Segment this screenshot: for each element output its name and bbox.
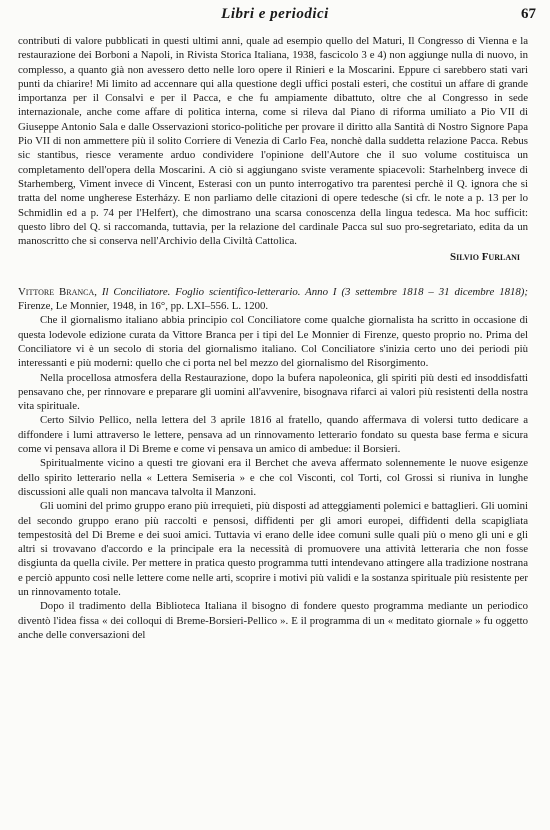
review2-paragraph-3: Certo Silvio Pellico, nella lettera del 3 aprile 1816 al fratello, quando affermava di volersi tutto dedicare a diffondere i lumi attraverso le lettere, pensava ad un rinnovamento letterario fondato su questa base ferma e sicura come vi pensava allora il Di Breme e come vi pensava un amico di ambedue: il Borsieri.: [18, 414, 528, 456]
review2-paragraph-1: Che il giornalismo italiano abbia principio col Conciliatore come qualche giornalista ha scritto in occasione di questa lodevole edizione curata da Vittore Branca per i tipi del Le Monnier di Firenze, questo proprio no. Prima del Conciliatore vi è un secolo di storia del giornalismo italiano. Col Conciliatore s'inizia certo uno dei periodi più interessanti e più moderni: quello che ci porta nel bel mezzo del giornalismo del Risorgimento.: [18, 314, 528, 370]
review1-signature: Silvio Furlani: [450, 251, 520, 264]
review2-paragraph-2: Nella procellosa atmosfera della Restaurazione, dopo la bufera napoleonica, gli spiriti più desti ed insoddisfatti pensavano che, per rinnovare e preparare gli uomini all'avvenire, bisognava rifarci ai valori più resistenti della nostra vita spirituale.: [18, 371, 528, 413]
review2-reference: [18, 285, 528, 314]
ref-author: Vittore Branca,: [18, 285, 97, 298]
review2-paragraph-5: Gli uomini del primo gruppo erano più irrequieti, più disposti ad atteggiamenti polemici e battaglieri. Gli uomini del secondo gruppo erano più raccolti e pensosi, diffidenti per gli amori europei, diffidenti della scapigliata tempestosità del Di Breme e dei suoi amici. Tuttavia vi erano delle idee comuni sulle quali più o meno gli uni e gli altri si trovavano d'accordo e la principale era la necessità di promuovere una attività letteraria che non fosse disgiunta da quella civile. Per mettere in pratica questo programma tutti intendevano attingere alla tradizione nostrana e perciò appunto così nelle lettere come nelle arti, scoprire i motivi più validi e la sostanza spirituale più resistente per un rinnovamento totale.: [18, 500, 528, 598]
review2-paragraph-4: Spiritualmente vicino a questi tre giovani era il Berchet che aveva affermato solennemente le nuove esigenze dello spirito letterario nella « Lettera Semiseria » e che col Visconti, col Torti, col Grossi si riuniva in lunghe discussioni alle quali non mancava talvolta il Manzoni.: [18, 457, 528, 498]
section-gap: [18, 265, 528, 285]
review2-paragraph-6: Dopo il tradimento della Biblioteca Italiana il bisogno di fondere questo programma mediante un periodico diventò l'idea fissa « dei colloqui di Breme-Borsieri-Pellico ». E il programma di un « meditato giornale » fu oggetto anche delle conversazioni del: [18, 600, 528, 641]
ref-title: Il Conciliatore. Foglio scientifico-letterario. Anno I (3 settembre 1818 – 31 dicembre 1818);: [101, 285, 528, 298]
running-head: [0, 6, 550, 26]
review1-paragraph-1: contributi di valore pubblicati in questi ultimi anni, quale ad esempio quello del Maturi, Il Congresso di Vienna e la restaurazione dei Borboni a Napoli, in Rivista Storica Italiana, 1938, fascicolo 3 e 4) non aggiunge nulla di nuovo, in complesso, a quanto già non avessero detto nelle loro opere il Rinieri e la Moscarini. Eppure ci sarebbero stati vari punti da chiarire! Mi limito ad accennare qui alla questione degli uffici postali esteri, che costituì un affare di grande importanza per il Consalvi e per il Pacca, e che fu ampiamente dibattuto, oltre che al Congresso in sede internazionale, anche come affare di politica interna, come si rileva dal Piano di riforma umiliato a Pio VII di Giuseppe Antonio Sala e dalle Osservazioni storico-politiche per provare il diritto alla Santità di Nostro Signore Papa Pio VII di non ammettere più il solito Corriere di Venezia di Carlo Fea, nonchè dalla suddetta relazione Pacca. Rebus sic stantibus, riesce veramente arduo condividere l'opinione dell'Autore che il suo volume costituisca un completamento dell'opera della Moscarini. A ciò si aggiungano sviste veramente spiacevoli: Starhelnberg invece di Starhemberg, Viment invece di Vincent, Esterasi con un punto interrogativo tra parentesi perchè il Q. ignora che si tratta del nome ungherese Esterházy. E non parliamo delle citazioni di opere tedesche (si cfr. le note a p. 13 per lo Schmidlin ed a p. 74 per l'Helfert), che dimostrano una scarsa conoscenza della lingua tedesca. Ma hoc sufficit: questo libro del Q. si raccomanda, tuttavia, per la relazione del cardinale Pacca sul suo pro-segretariato, edita da un manoscritto che si conserva nell'Archivio della Civiltà Cattolica.: [18, 35, 528, 248]
ref-publication: Firenze, Le Monnier, 1948, in 16°, pp. LXI–556.: [18, 300, 230, 313]
running-title: Libri e periodici: [221, 6, 329, 22]
ref-price: L. 1200.: [231, 300, 269, 313]
page-number: 67: [521, 6, 536, 22]
page-body: [18, 34, 528, 642]
